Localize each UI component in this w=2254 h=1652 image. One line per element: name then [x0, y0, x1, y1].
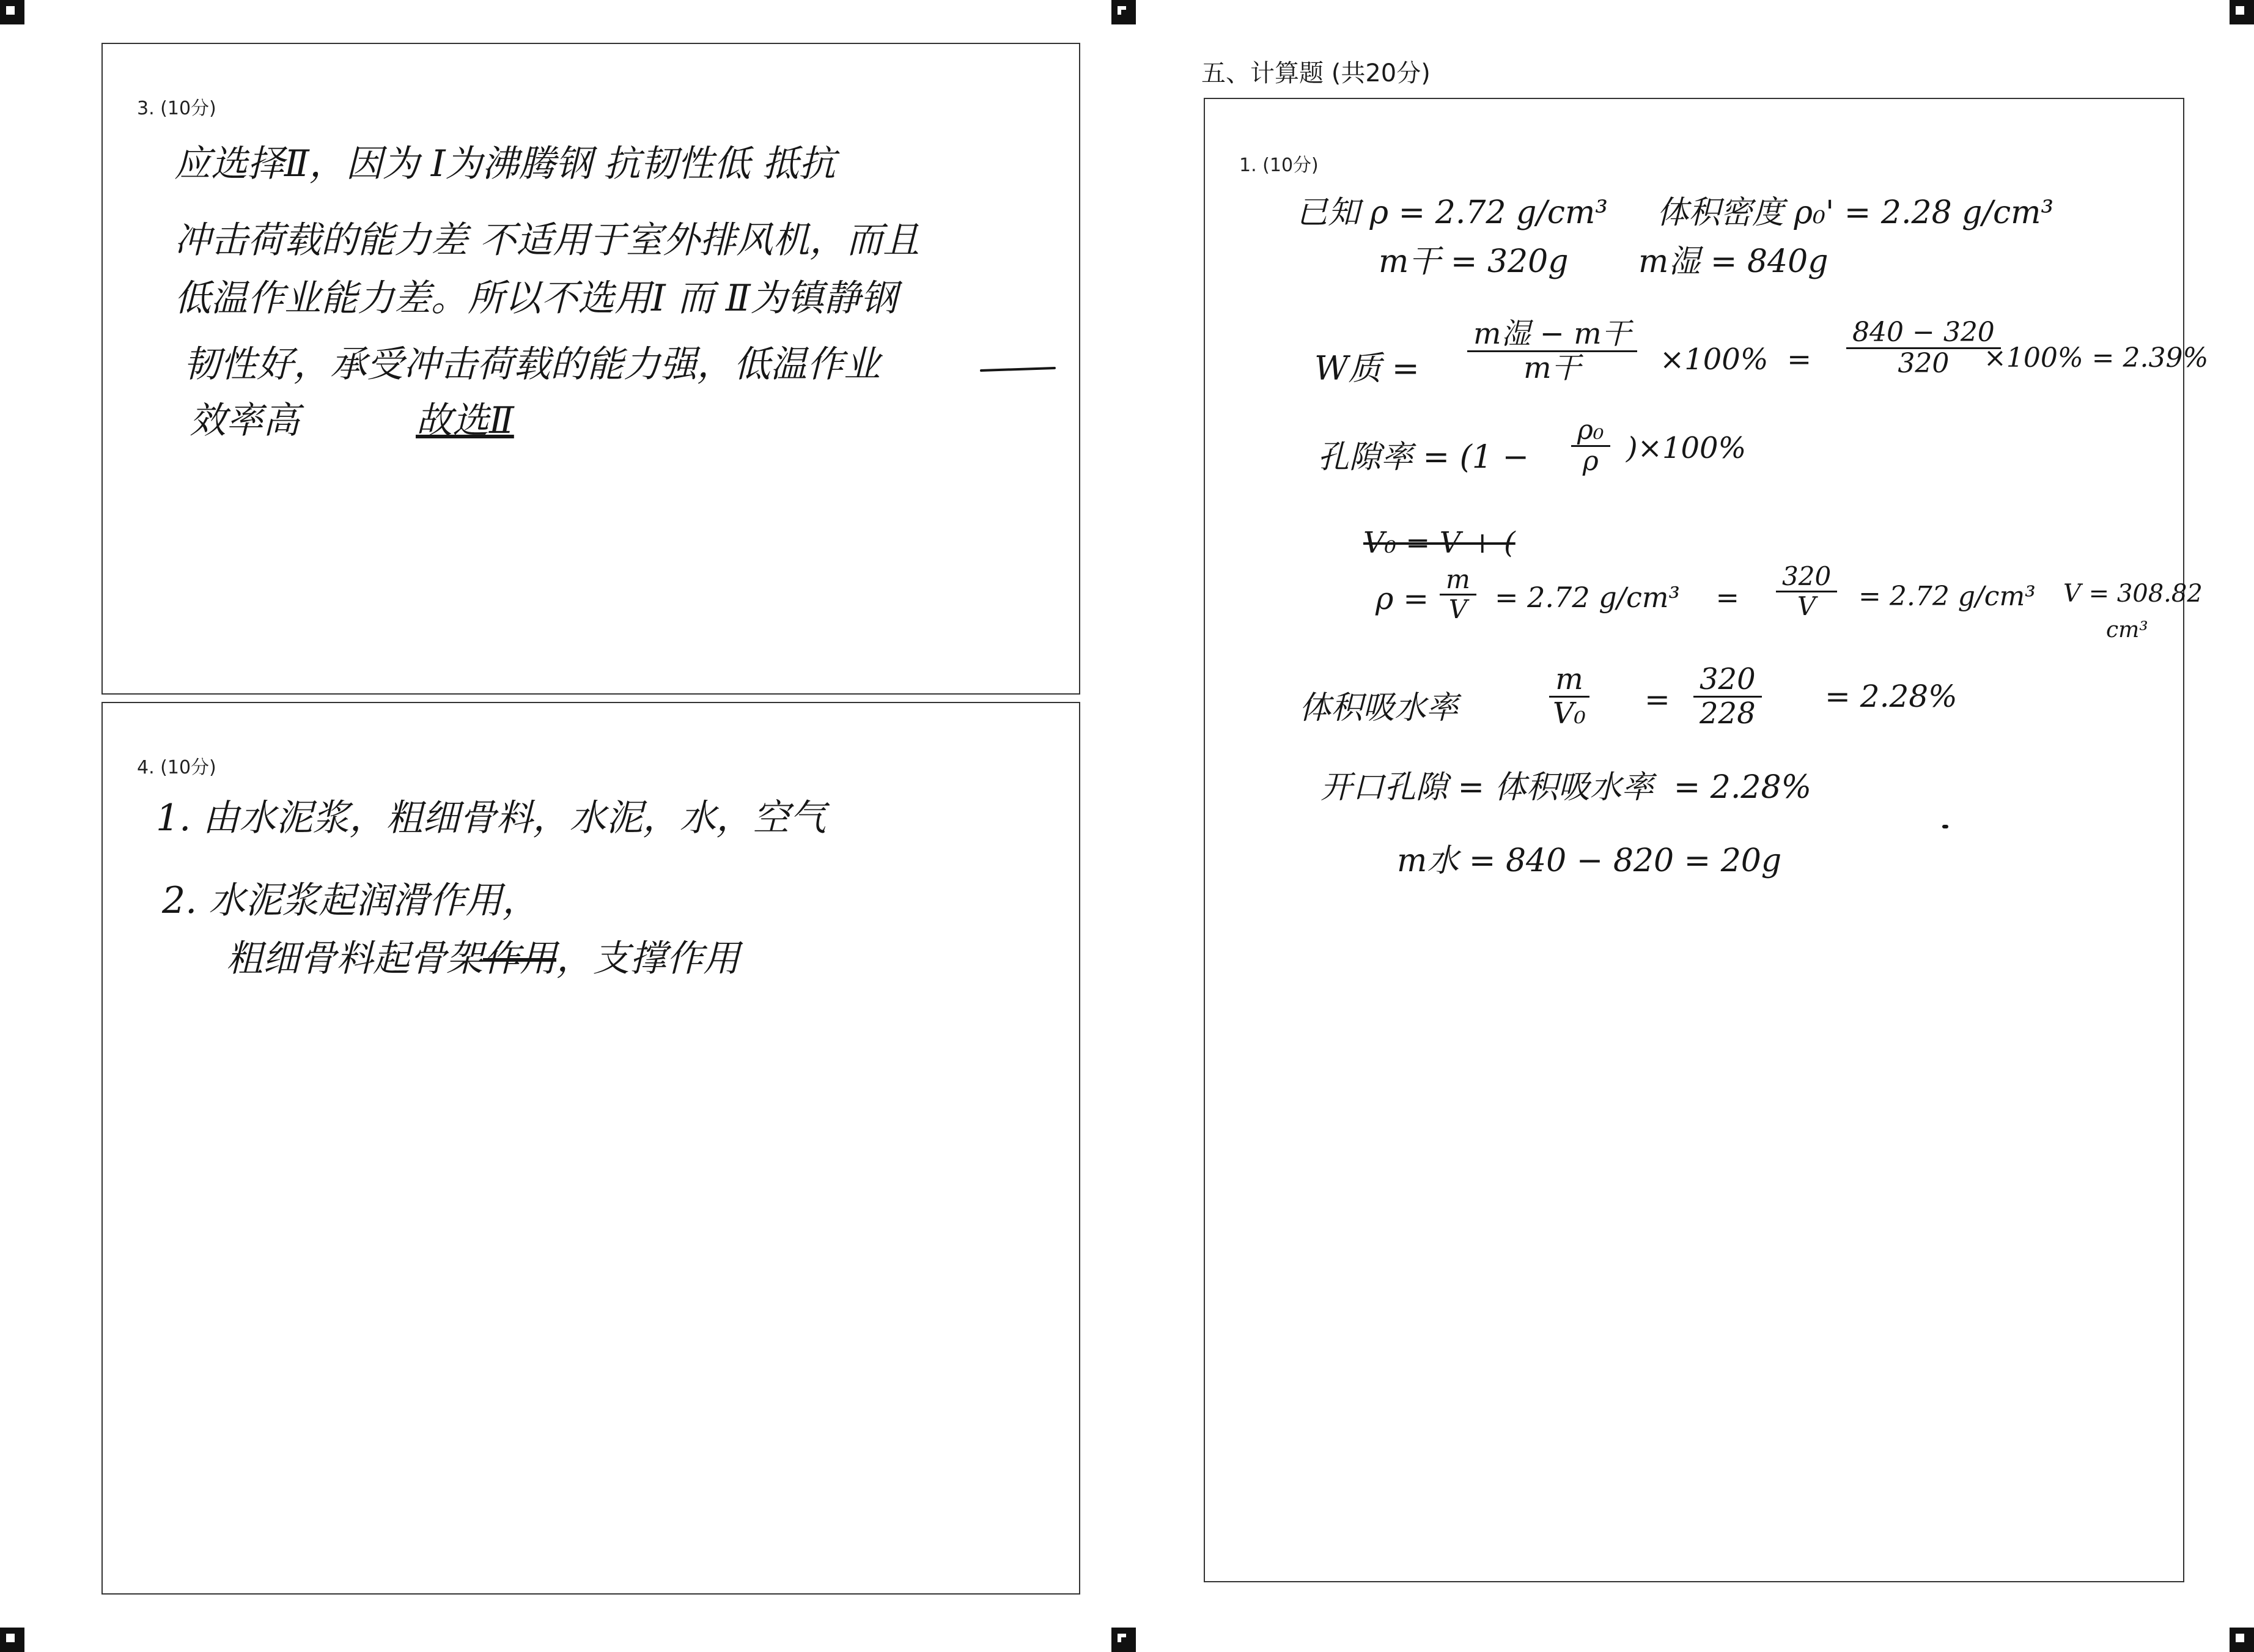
calc-porosity-rhs: )×100%	[1626, 431, 1747, 465]
fiducial-marker-top-right	[2230, 0, 2254, 24]
calc-volume-result: V = 308.82	[2063, 580, 2203, 608]
calc-absorption-numerator-2: 320	[1693, 663, 1762, 698]
calc-moisture-fraction-2	[1846, 318, 2001, 379]
calc-density-lhs: ρ =	[1376, 581, 1429, 616]
handwriting-q4-struck-word: 作用	[483, 937, 556, 980]
question-label-q3: 3. (10分)	[137, 98, 216, 119]
calc-struck-line: V₀ = V + (	[1363, 526, 1516, 560]
fiducial-marker-bottom-right	[2230, 1628, 2254, 1652]
calc-known-density: 已知 ρ = 2.72 g/cm³	[1296, 194, 1608, 231]
handwriting-q3-line-3: 低温作业能力差。所以不选用Ⅰ 而 Ⅱ为镇静钢	[174, 277, 897, 320]
handwriting-q3-line-1: 应选择Ⅱ，因为 Ⅰ为沸腾钢 抗韧性低 抵抗	[174, 142, 836, 185]
question-label-q4: 4. (10分)	[137, 757, 216, 778]
handwriting-q4-line-1: 1. 由水泥浆，粗细骨料，水泥，水，空气	[156, 797, 827, 839]
calc-water-mass-line: m水 = 840 − 820 = 20g	[1397, 843, 1782, 879]
calc-absorption-numerator: m	[1549, 663, 1589, 698]
handwriting-q4-line-2: 2. 水泥浆起润滑作用，	[162, 879, 539, 922]
calc-absorption-denominator-2: 228	[1700, 696, 1756, 731]
calc-porosity-numerator: ρ₀	[1571, 416, 1610, 447]
calc-known-dry-mass: m干 = 320g	[1379, 243, 1569, 280]
section-title: 五、计算题 (共20分)	[1201, 59, 1431, 87]
calc-known-bulk-density: 体积密度 ρ₀' = 2.28 g/cm³	[1657, 194, 2054, 231]
calc-porosity-fraction	[1571, 416, 1610, 477]
calc-moisture-lhs: W质 =	[1314, 349, 1420, 388]
question-label-calc-1: 1. (10分)	[1239, 155, 1319, 176]
handwriting-q3-conclusion: 故选Ⅱ	[416, 399, 514, 442]
calc-density-numerator: m	[1440, 566, 1476, 596]
calc-density-fraction	[1440, 566, 1476, 624]
calc-moisture-numerator: m湿 − m干	[1467, 318, 1637, 352]
calc-moisture-mid: ×100% =	[1660, 342, 1812, 377]
calc-density-denominator: V	[1448, 594, 1468, 625]
calc-moisture-result: ×100% = 2.39%	[1984, 342, 2209, 374]
calc-porosity-denominator: ρ	[1582, 446, 1599, 478]
calc-moisture-numerator-2: 840 − 320	[1846, 318, 2001, 349]
fiducial-marker-bottom-left	[0, 1628, 24, 1652]
calc-density-mid: = 2.72 g/cm³ =	[1495, 581, 1740, 614]
handwriting-q4-line-3	[226, 929, 740, 982]
handwriting-q3-line-2: 冲击荷载的能力差 不适用于室外排风机，而且	[174, 219, 920, 262]
calc-absorption-lhs: 体积吸水率	[1299, 690, 1459, 726]
calc-absorption-fraction-2	[1693, 663, 1762, 730]
handwriting-q4-line-3-part-a: 粗细骨料起骨架	[226, 937, 483, 980]
fiducial-marker-top-center	[1111, 0, 1136, 24]
calc-open-porosity-line: 开口孔隙 = 体积吸水率 = 2.28%	[1320, 769, 1811, 806]
calc-absorption-fraction	[1547, 663, 1592, 730]
calc-density-denominator-2: V	[1797, 591, 1816, 622]
calc-density-fraction-2	[1776, 562, 1837, 621]
calc-volume-unit: cm³	[2106, 618, 2148, 643]
calc-porosity-lhs: 孔隙率 = (1 −	[1317, 439, 1530, 476]
calc-moisture-denominator-2: 320	[1898, 348, 1950, 380]
fiducial-marker-top-left	[0, 0, 24, 24]
calc-density-numerator-2: 320	[1776, 562, 1837, 592]
handwriting-q3-line-5: 效率高	[190, 399, 300, 442]
calc-moisture-denominator: m干	[1523, 350, 1581, 385]
fiducial-marker-bottom-center	[1111, 1628, 1136, 1652]
handwriting-q4-line-3-part-b: ，支撑作用	[556, 937, 740, 980]
calc-moisture-fraction	[1467, 318, 1637, 385]
calc-absorption-rhs: = 2.28%	[1825, 679, 1958, 714]
calc-density-rhs: = 2.72 g/cm³	[1858, 581, 2036, 612]
handwriting-q3-line-4: 韧性好，承受冲击荷载的能力强，低温作业	[183, 343, 880, 386]
calc-known-wet-mass: m湿 = 840g	[1638, 243, 1829, 280]
calc-absorption-denominator: V₀	[1553, 696, 1586, 731]
calc-absorption-equals: =	[1644, 682, 1670, 717]
